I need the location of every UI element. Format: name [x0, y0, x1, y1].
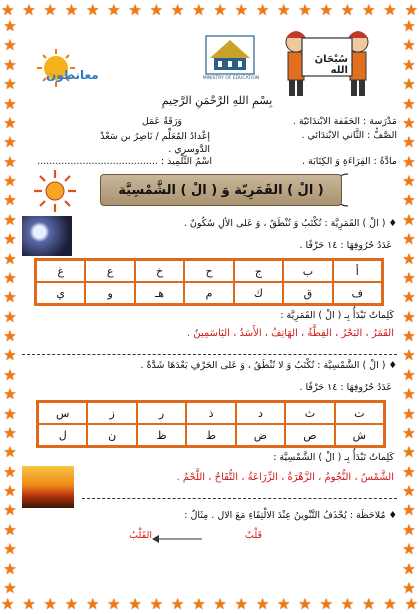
sun-logo: [34, 46, 104, 94]
star-icon: ★: [404, 595, 418, 613]
star-icon: ★: [43, 1, 57, 19]
lunar-letter-cell: و: [85, 282, 134, 304]
example-from-word: قَلْبٌ: [244, 530, 262, 541]
solar-words: الشَّمْسُ ، النُّجُومُ ، الزَّهْرَةُ ، الزِّرَاعَةُ ، التُّفَاحُ ، اللَّحْمُ .: [176, 472, 394, 483]
solar-letter-cell: ت: [335, 402, 384, 424]
lunar-letter-cell: أ: [333, 260, 382, 282]
star-icon: ★: [361, 1, 376, 19]
section-divider-1: [22, 354, 397, 355]
star-icon: ★: [3, 210, 17, 229]
star-icon: ★: [3, 55, 17, 74]
solar-letter-cell: ص: [285, 424, 334, 446]
logo-left-text: معانطون: [46, 68, 99, 82]
bismillah: بِسْمِ اللهِ الرَّحْمَنِ الرَّحِيمِ: [161, 94, 273, 107]
note-example-to: [102, 530, 152, 541]
star-icon: ★: [170, 1, 185, 19]
moon-night-image: [22, 216, 72, 256]
star-icon: ★: [402, 94, 416, 113]
lunar-letter-cell: ج: [234, 260, 283, 282]
sunset-image: [22, 466, 74, 508]
title-banner: [100, 174, 342, 206]
star-icon: ★: [1, 595, 15, 613]
star-icon: ★: [3, 36, 17, 55]
lunar-count: عَدَدُ حُرُوفِهَا : ١٤ حَرْفًا .: [299, 240, 392, 251]
star-icon: ★: [107, 1, 121, 19]
lunar-rule: ♦ ( الْ ) القَمَرِيَّة : تُكْتَبُ وَ تُنْطَقُ ، وَ عَلى الألِ سُكُونٌ .: [183, 218, 397, 229]
star-icon: ★: [3, 307, 17, 326]
banner-text: سُبْحَانَ الله: [314, 54, 348, 76]
star-icon: ★: [3, 172, 17, 190]
star-icon: ★: [3, 94, 17, 113]
subject-label: مادَّةُ : القِرَاءَةِ وَ الكِتَابَة .: [301, 156, 397, 167]
star-icon: ★: [402, 152, 416, 171]
sun-icon: [32, 168, 78, 214]
solar-count: عَدَدُ حُرُوفِهَا : ١٤ حَرْفًا .: [299, 382, 392, 393]
star-icon: ★: [3, 578, 17, 597]
star-icon: ★: [402, 404, 416, 423]
star-icon: ★: [255, 595, 270, 613]
star-icon: ★: [402, 578, 416, 597]
star-icon: ★: [402, 210, 416, 229]
star-icon: ★: [3, 540, 17, 559]
star-icon: ★: [3, 268, 17, 287]
grade-label: الصَّفُّ : الثَّاني الابْتدَائي .: [301, 130, 397, 141]
star-icon: ★: [107, 595, 121, 613]
star-border-right: [399, 18, 419, 596]
star-icon: ★: [22, 595, 36, 613]
star-icon: ★: [383, 595, 397, 613]
star-icon: ★: [85, 595, 100, 613]
star-icon: ★: [3, 559, 17, 578]
star-icon: ★: [234, 1, 249, 19]
star-icon: ★: [1, 1, 15, 19]
solar-letter-cell: ظ: [137, 424, 186, 446]
star-icon: ★: [255, 1, 270, 19]
solar-letter-cell: س: [38, 402, 87, 424]
star-icon: ★: [3, 17, 17, 35]
star-icon: ★: [3, 365, 17, 384]
star-icon: ★: [402, 288, 416, 307]
star-icon: ★: [192, 595, 206, 613]
star-icon: ★: [298, 595, 312, 613]
star-icon: ★: [3, 327, 17, 345]
ministry-logo: [200, 30, 260, 90]
lunar-letter-cell: ب: [283, 260, 332, 282]
star-icon: ★: [3, 482, 17, 500]
lunar-letter-cell: م: [184, 282, 233, 304]
solar-letter-cell: ط: [186, 424, 235, 446]
star-icon: ★: [402, 249, 416, 268]
star-icon: ★: [3, 113, 17, 132]
star-icon: ★: [149, 1, 164, 19]
star-icon: ★: [234, 595, 249, 613]
note-text: ♦ مُلاحَظَة : يُحْذَفُ التَّنْوينُ عِنْدَ الالْتِقَاءِ مَعَ الال . مِثَالٌ :: [184, 510, 397, 521]
star-icon: ★: [361, 595, 376, 613]
star-icon: ★: [402, 133, 416, 152]
star-icon: ★: [402, 423, 416, 442]
solar-letter-cell: ن: [87, 424, 136, 446]
section-divider-2: [82, 498, 397, 499]
star-icon: ★: [3, 501, 17, 520]
star-icon: ★: [3, 385, 17, 404]
solar-letters-grid: [36, 400, 386, 448]
lunar-letter-cell: ك: [234, 282, 283, 304]
star-icon: ★: [402, 327, 416, 345]
star-icon: ★: [170, 595, 185, 613]
star-icon: ★: [277, 1, 291, 19]
star-icon: ★: [213, 1, 227, 19]
solar-letter-cell: ض: [236, 424, 285, 446]
page-title: ( الْ ) القَمَرِيّة وَ ( الْ ) الشَّمْسِيَّة: [118, 182, 324, 198]
star-icon: ★: [3, 346, 17, 365]
star-icon: ★: [3, 443, 17, 462]
star-icon: ★: [402, 75, 416, 94]
lunar-words: القَمَرُ ، البَحْرُ ، القِطَّةُ ، الهَاتِفُ ، الأَسَدُ ، اليَاسَمِينُ .: [186, 328, 394, 339]
example-to-word: القَلْبُ: [129, 530, 152, 541]
star-icon: ★: [340, 595, 355, 613]
star-icon: ★: [3, 249, 17, 268]
star-icon: ★: [22, 1, 36, 19]
star-icon: ★: [402, 462, 416, 481]
star-border-left: [0, 18, 20, 596]
star-icon: ★: [402, 346, 416, 365]
arrow-left-icon: [152, 534, 204, 544]
lunar-letter-cell: غ: [36, 260, 85, 282]
star-icon: ★: [402, 385, 416, 404]
star-icon: ★: [64, 1, 79, 19]
ministry-caption: MINISTRY OF EDUCATION: [202, 76, 260, 81]
lunar-letter-cell: ف: [333, 282, 382, 304]
student-name-label: اسْمُ التِّلْمِيذ : ........................................: [37, 156, 212, 167]
solar-letter-cell: د: [236, 402, 285, 424]
star-icon: ★: [128, 1, 142, 19]
star-icon: ★: [128, 595, 142, 613]
star-icon: ★: [3, 191, 17, 210]
star-icon: ★: [3, 288, 17, 307]
star-icon: ★: [402, 482, 416, 500]
star-icon: ★: [404, 1, 418, 19]
teacher-label: إعْدادُ المُعَلِّم / نَاصِرُ بن سَعْدْ الدَّوسري .: [100, 131, 210, 155]
star-icon: ★: [402, 540, 416, 559]
star-icon: ★: [402, 113, 416, 132]
star-icon: ★: [402, 17, 416, 35]
star-icon: ★: [402, 559, 416, 578]
lunar-letters-grid: [34, 258, 384, 306]
star-icon: ★: [64, 595, 79, 613]
star-icon: ★: [402, 268, 416, 287]
lunar-letter-cell: ق: [283, 282, 332, 304]
solar-letter-cell: ش: [335, 424, 384, 446]
star-icon: ★: [402, 172, 416, 190]
star-icon: ★: [402, 191, 416, 210]
solar-rule: ♦ ( الْ ) الشَّمْسِيَّة : تُكْتَبُ وَ لا تُنْطَقُ ، وَ عَلى الحَرْفِ بَعْدَهَا شَدَّةٌ .: [140, 360, 397, 371]
lunar-letter-cell: ي: [36, 282, 85, 304]
worksheet-content: [22, 20, 397, 594]
star-icon: ★: [402, 520, 416, 539]
solar-letter-cell: ذ: [186, 402, 235, 424]
star-icon: ★: [383, 1, 397, 19]
star-icon: ★: [402, 501, 416, 520]
solar-letter-cell: ر: [137, 402, 186, 424]
star-icon: ★: [402, 443, 416, 462]
star-icon: ★: [402, 307, 416, 326]
solar-letter-cell: ث: [285, 402, 334, 424]
star-icon: ★: [277, 595, 291, 613]
star-icon: ★: [3, 462, 17, 481]
star-border-top: [0, 0, 419, 20]
lunar-letter-cell: ع: [85, 260, 134, 282]
star-icon: ★: [43, 595, 57, 613]
star-icon: ★: [3, 230, 17, 249]
star-icon: ★: [3, 404, 17, 423]
worksheet-label: وَرَقَةُ عَمَل: [141, 116, 182, 127]
star-icon: ★: [149, 595, 164, 613]
lunar-words-label: كَلِماتٌ تَبْدَأُ بِـ ( الْ ) القَمَرِيَّة :: [280, 310, 394, 321]
star-icon: ★: [319, 595, 333, 613]
star-icon: ★: [192, 1, 206, 19]
star-icon: ★: [340, 1, 355, 19]
star-icon: ★: [3, 152, 17, 171]
star-border-bottom: [0, 594, 419, 614]
star-icon: ★: [298, 1, 312, 19]
star-icon: ★: [213, 595, 227, 613]
star-icon: ★: [85, 1, 100, 19]
star-icon: ★: [3, 520, 17, 539]
lunar-letter-cell: خ: [135, 260, 184, 282]
star-icon: ★: [402, 365, 416, 384]
solar-letter-cell: ز: [87, 402, 136, 424]
star-icon: ★: [3, 423, 17, 442]
star-icon: ★: [402, 230, 416, 249]
star-icon: ★: [319, 1, 333, 19]
star-icon: ★: [3, 133, 17, 152]
school-label: مَدْرَسة : الحَفَفة الابْتدَائيّة .: [292, 116, 397, 127]
solar-words-label: كَلِماتٌ تَبْدَأُ بِـ ( الْ ) الشَّمْسِيَّة :: [273, 452, 394, 463]
star-icon: ★: [402, 36, 416, 55]
star-icon: ★: [402, 55, 416, 74]
star-icon: ★: [3, 75, 17, 94]
note-example-from: [202, 530, 262, 541]
lunar-letter-cell: هـ: [135, 282, 184, 304]
solar-letter-cell: ل: [38, 424, 87, 446]
lunar-letter-cell: ح: [184, 260, 233, 282]
